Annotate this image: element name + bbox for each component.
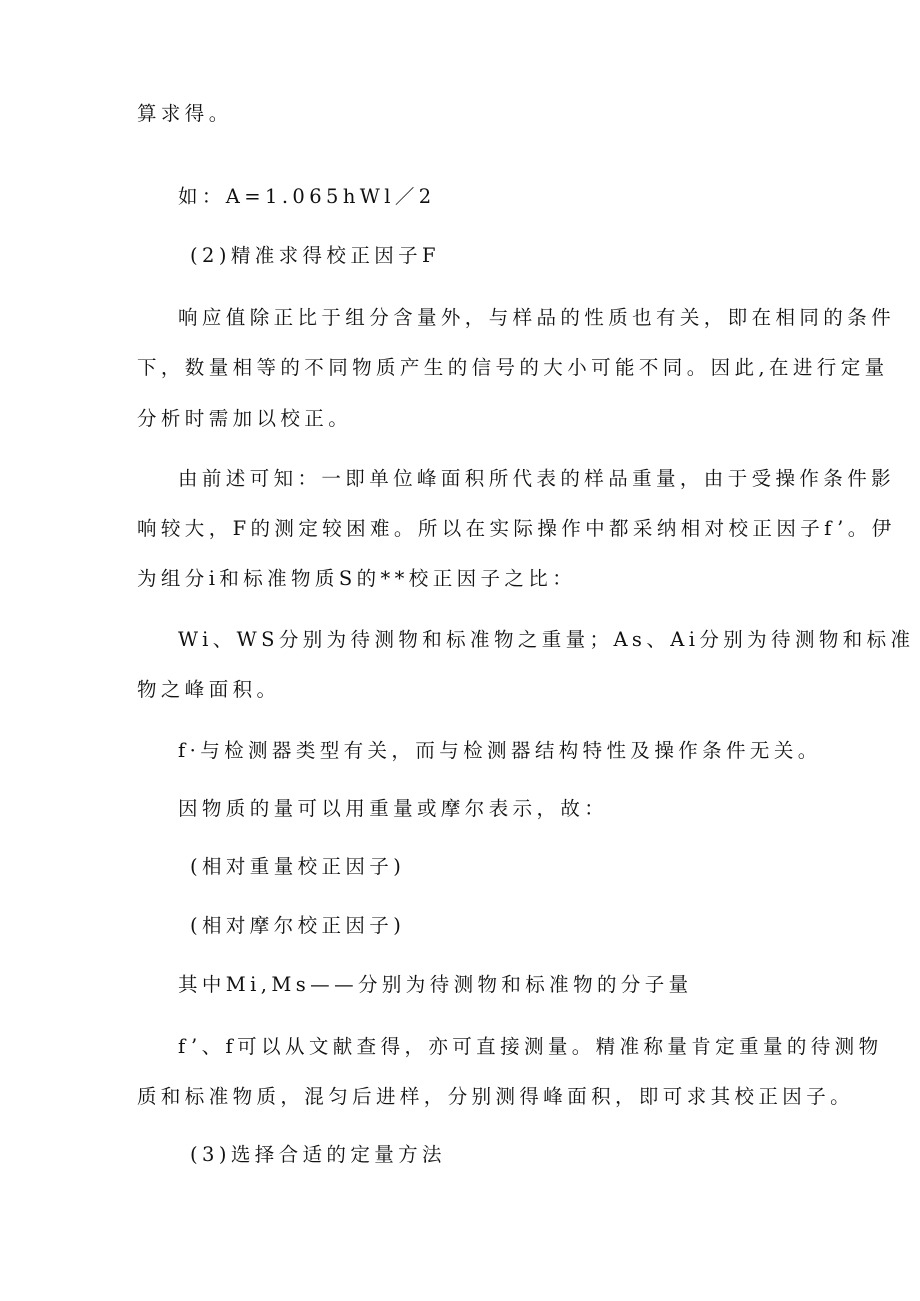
paragraph-line: (相对摩尔校正因子) [190, 914, 406, 937]
section-heading: (2)精准求得校正因子F [190, 244, 440, 267]
paragraph-line: (相对重量校正因子) [190, 855, 406, 878]
paragraph-line: 算求得。 [137, 102, 233, 125]
paragraph-line: 物之峰面积。 [137, 678, 281, 701]
paragraph-line: 响较大，F的测定较困难。所以在实际操作中都采纳相对校正因子f’。伊 [137, 517, 896, 540]
paragraph-line: 下，数量相等的不同物质产生的信号的大小可能不同。因此,在进行定量 [137, 356, 889, 379]
section-heading: (3)选择合适的定量方法 [190, 1143, 446, 1166]
paragraph-line: 质和标准物质，混匀后进样，分别测得峰面积，即可求其校正因子。 [137, 1085, 855, 1108]
paragraph-line: f’、f可以从文献查得，亦可直接测量。精准称量肯定重量的待测物 [178, 1035, 883, 1058]
paragraph-line: 因物质的量可以用重量或摩尔表示，故： [178, 797, 609, 820]
paragraph-line: 分析时需加以校正。 [137, 407, 353, 430]
paragraph-line: 为组分i和标准物质S的**校正因子之比： [137, 567, 577, 590]
paragraph-line: f·与检测器类型有关，而与检测器结构特性及操作条件无关。 [178, 739, 822, 762]
formula-line: 如：A=1.065hWl／2 [178, 185, 436, 208]
paragraph-line: Wi、WS分别为待测物和标准物之重量；As、Ai分别为待测物和标准 [178, 628, 915, 651]
paragraph-line: 由前述可知：一即单位峰面积所代表的样品重量，由于受操作条件影 [178, 467, 896, 490]
paragraph-line: 响应值除正比于组分含量外，与样品的性质也有关，即在相同的条件 [178, 306, 896, 329]
paragraph-line: 其中Mi,Ms——分别为待测物和标准物的分子量 [178, 973, 693, 996]
